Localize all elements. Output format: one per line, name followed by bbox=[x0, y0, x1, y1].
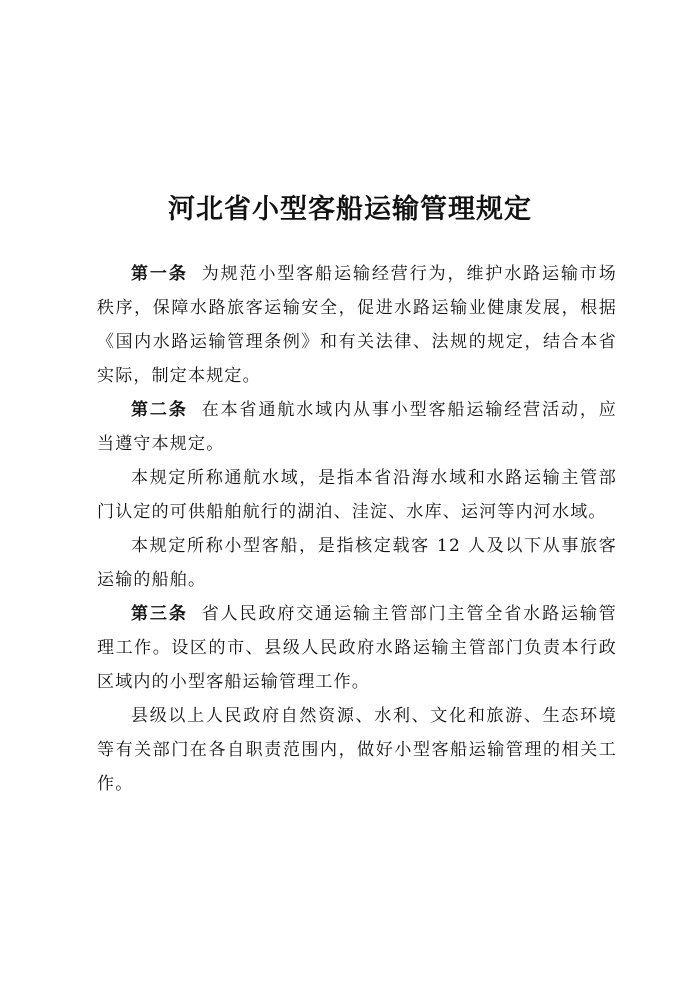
paragraph-definition-boats bbox=[97, 529, 617, 597]
article-label: 第二条 bbox=[131, 400, 188, 420]
paragraph-text: 本规定所称通航水域，是指本省沿海水域和水路运输主管部门认定的可供船舶航行的湖泊、洼淀、水库、运河等内河水域。 bbox=[97, 468, 617, 522]
article-label: 第一条 bbox=[131, 264, 188, 284]
paragraph-text: 在本省通航水域内从事小型客船运输经营活动，应当遵守本规定。 bbox=[97, 400, 617, 454]
paragraph-text: 本规定所称小型客船，是指核定载客 12 人及以下从事旅客运输的船舶。 bbox=[97, 536, 617, 590]
paragraph-departments bbox=[97, 699, 617, 801]
paragraph-text: 为规范小型客船运输经营行为，维护水路运输市场秩序，保障水路旅客运输安全，促进水路运输业健康发展，根据《国内水路运输管理条例》和有关法律、法规的规定，结合本省实际，制定本规定。 bbox=[97, 264, 617, 386]
paragraph-article-2 bbox=[97, 393, 617, 461]
paragraph-article-3 bbox=[97, 597, 617, 699]
document-title: 河北省小型客船运输管理规定 bbox=[168, 194, 532, 225]
paragraph-text: 省人民政府交通运输主管部门主管全省水路运输管理工作。设区的市、县级人民政府水路运输主管部门负责本行政区域内的小型客船运输管理工作。 bbox=[97, 604, 617, 692]
paragraph-definition-waters bbox=[97, 461, 617, 529]
paragraph-text: 县级以上人民政府自然资源、水利、文化和旅游、生态环境等有关部门在各自职责范围内，做好小型客船运输管理的相关工作。 bbox=[97, 706, 617, 794]
document-body bbox=[97, 257, 617, 801]
paragraph-article-1 bbox=[97, 257, 617, 393]
article-label: 第三条 bbox=[131, 604, 188, 624]
